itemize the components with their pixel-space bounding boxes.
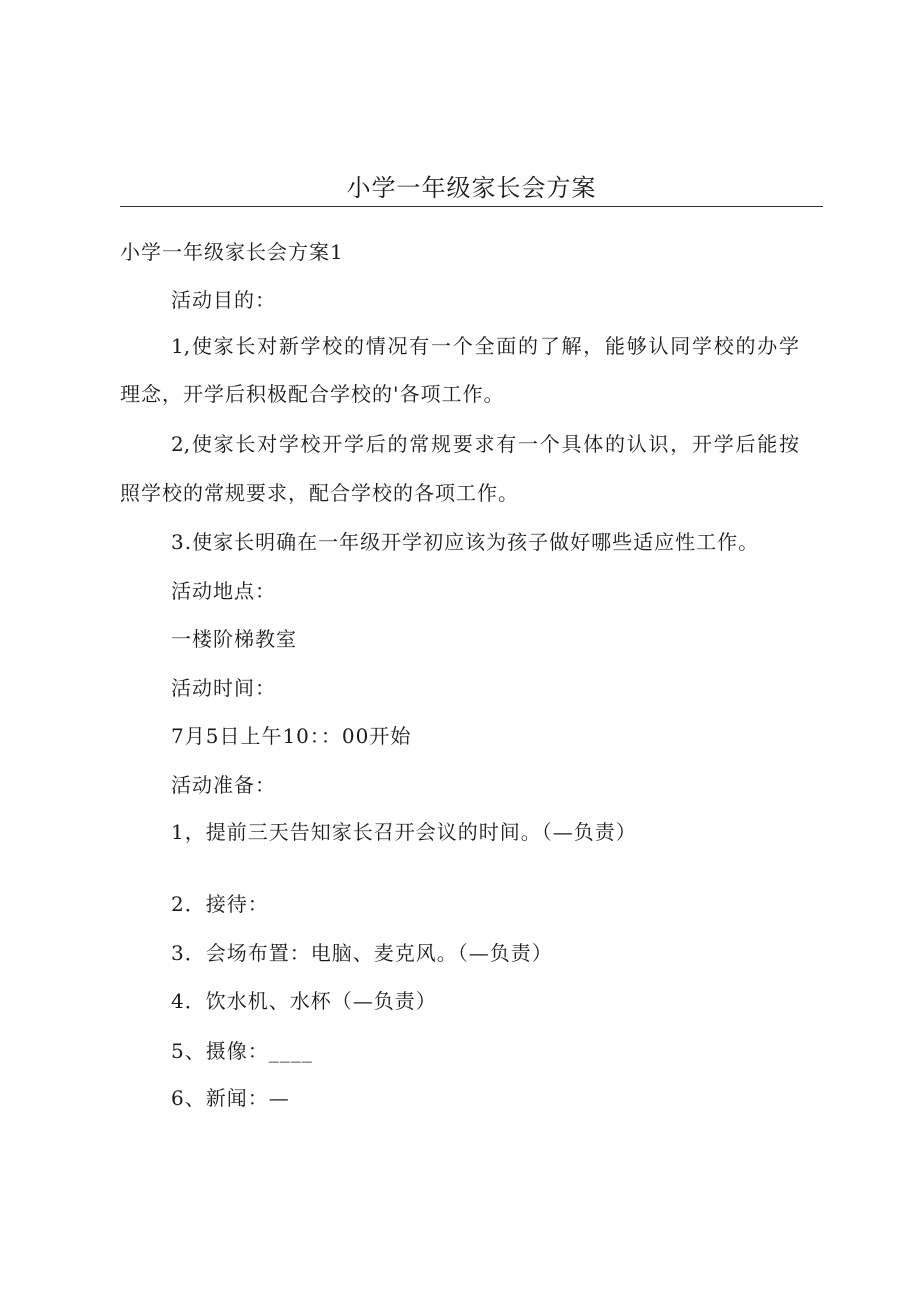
prep-label: 活动准备： (171, 773, 276, 797)
purpose-item-1-line-1: 1,使家长对新学校的情况有一个全面的了解，能够认同学校的办学 (171, 334, 799, 358)
purpose-item-2-line-2: 照学校的常规要求，配合学校的各项工作。 (120, 481, 519, 505)
prep-item-5: 5、摄像：____ (171, 1039, 313, 1063)
section-heading: 小学一年级家长会方案1 (120, 240, 344, 264)
location-value: 一楼阶梯教室 (171, 627, 297, 651)
purpose-label: 活动目的： (171, 288, 276, 312)
prep-item-3: 3．会场布置：电脑、麦克风。（—负责） (171, 941, 553, 965)
purpose-item-2-line-1: 2,使家长对学校开学后的常规要求有一个具体的认识，开学后能按 (171, 432, 799, 456)
purpose-item-1-line-2: 理念，开学后积极配合学校的'各项工作。 (120, 382, 505, 406)
prep-item-4: 4．饮水机、水杯（—负责） (171, 989, 437, 1013)
location-label: 活动地点： (171, 579, 276, 603)
prep-item-2: 2．接待： (171, 892, 269, 916)
prep-item-6: 6、新闻：— (171, 1086, 290, 1110)
time-label: 活动时间： (171, 676, 276, 700)
document-title: 小学一年级家长会方案 (346, 174, 597, 202)
time-value: 7月5日上午10：：00开始 (171, 724, 412, 748)
prep-item-1: 1，提前三天告知家长召开会议的时间。（—负责） (171, 820, 637, 844)
purpose-item-3: 3.使家长明确在一年级开学初应该为孩子做好哪些适应性工作。 (171, 530, 760, 554)
title-divider (120, 206, 823, 207)
